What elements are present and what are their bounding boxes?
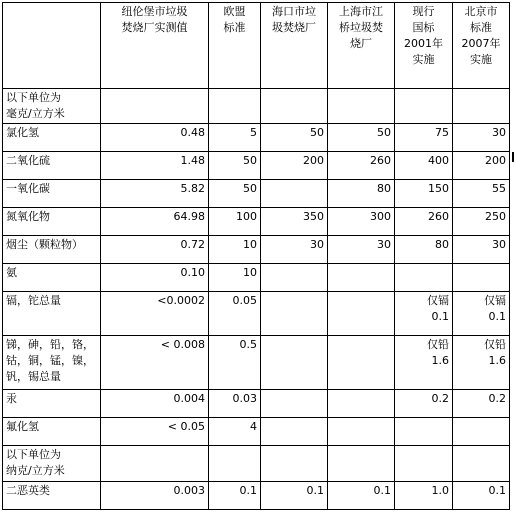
table-cell [261,180,328,208]
table-row [3,236,510,264]
table-cell [395,446,453,482]
table-cell [453,264,510,292]
table-cell: 0.48 [101,124,209,152]
table-cell [328,89,395,124]
table-cell [261,390,328,418]
table-cell [395,89,453,124]
table-cell: 50 [209,152,261,180]
table-cell: < 0.05 [101,418,209,446]
table-cell [209,446,261,482]
header-cell: 纽伦堡市垃圾 焚烧厂实测值 [101,3,209,89]
table-row [3,264,510,292]
table-row [3,89,510,124]
table-cell: 50 [261,124,328,152]
table-row [3,208,510,236]
table-cell: 0.003 [101,482,209,510]
row-label: 一氧化碳 [3,180,101,208]
table-row [3,482,510,510]
table-cell: 200 [453,152,510,180]
table-cell: 0.05 [209,292,261,336]
table-cell: 0.03 [209,390,261,418]
table-cell: <0.0002 [101,292,209,336]
edge-mark [512,152,514,162]
table-cell [453,446,510,482]
header-cell: 北京市 标准 2007年 实施 [453,3,510,89]
table-cell [261,418,328,446]
table-cell [395,264,453,292]
row-label: 氮氧化物 [3,208,101,236]
table-cell: 80 [328,180,395,208]
table-cell: 260 [395,208,453,236]
table-cell: 50 [328,124,395,152]
table-cell: 0.5 [209,336,261,390]
table-cell: 30 [453,236,510,264]
table-row [3,180,510,208]
row-label: 二氧化硫 [3,152,101,180]
table-row [3,336,510,390]
row-label: 以下单位为 毫克/立方米 [3,89,101,124]
table-row [3,152,510,180]
table-cell [261,446,328,482]
table-cell: 0.2 [395,390,453,418]
table-cell: 0.1 [328,482,395,510]
table-cell: 30 [453,124,510,152]
table-cell: 0.72 [101,236,209,264]
table-cell [101,446,209,482]
row-label: 氯化氢 [3,124,101,152]
table-row [3,124,510,152]
table-cell: 150 [395,180,453,208]
table-cell: 30 [328,236,395,264]
table-cell: 200 [261,152,328,180]
table-cell: 0.1 [209,482,261,510]
table-cell: 10 [209,264,261,292]
table-cell [261,292,328,336]
header-row [3,3,510,89]
row-label: 氟化氢 [3,418,101,446]
table-cell: 80 [395,236,453,264]
table-cell [261,336,328,390]
table-row [3,418,510,446]
table-cell [328,336,395,390]
table-cell: 仅镉 0.1 [453,292,510,336]
table-cell: 1.48 [101,152,209,180]
table-row [3,292,510,336]
table-cell: 1.0 [395,482,453,510]
table-cell [328,292,395,336]
row-label: 烟尘（颗粒物） [3,236,101,264]
table-cell: 0.1 [261,482,328,510]
table-cell [453,418,510,446]
row-label: 镉，铊总量 [3,292,101,336]
header-cell: 现行 国标 2001年 实施 [395,3,453,89]
table-cell: 0.1 [453,482,510,510]
table-cell: 仅镉 0.1 [395,292,453,336]
table-cell: 0.10 [101,264,209,292]
table-cell: 75 [395,124,453,152]
table-cell: 260 [328,152,395,180]
table-cell: 5.82 [101,180,209,208]
table-cell: 400 [395,152,453,180]
row-label: 汞 [3,390,101,418]
table-cell: 55 [453,180,510,208]
header-cell: 上海市江 桥垃圾焚 烧厂 [328,3,395,89]
table-cell: 30 [261,236,328,264]
table-cell [261,264,328,292]
table-cell: 0.2 [453,390,510,418]
table-cell: 350 [261,208,328,236]
table-cell [328,390,395,418]
table-cell: 10 [209,236,261,264]
table-cell: 5 [209,124,261,152]
table-cell: 仅铅 1.6 [453,336,510,390]
table-cell [209,89,261,124]
table-cell: 50 [209,180,261,208]
table-cell [261,89,328,124]
row-label: 以下单位为 纳克/立方米 [3,446,101,482]
table-cell: 100 [209,208,261,236]
table-cell: 64.98 [101,208,209,236]
table-cell: < 0.008 [101,336,209,390]
table-cell: 300 [328,208,395,236]
table-row [3,446,510,482]
row-label: 锑，砷，铅，铬， 钴，铜，锰，镍， 钒，锡总量 [3,336,101,390]
table-cell [101,89,209,124]
header-cell [3,3,101,89]
table-cell: 4 [209,418,261,446]
table-cell: 仅铅 1.6 [395,336,453,390]
table-cell: 0.004 [101,390,209,418]
emission-standards-table [2,2,510,510]
table-cell [453,89,510,124]
row-label: 氨 [3,264,101,292]
table-cell [395,418,453,446]
header-cell: 海口市垃 圾焚烧厂 [261,3,328,89]
table-cell [328,418,395,446]
row-label: 二恶英类 [3,482,101,510]
table-cell [328,264,395,292]
header-cell: 欧盟 标准 [209,3,261,89]
table-row [3,390,510,418]
table-cell [328,446,395,482]
table-cell: 250 [453,208,510,236]
